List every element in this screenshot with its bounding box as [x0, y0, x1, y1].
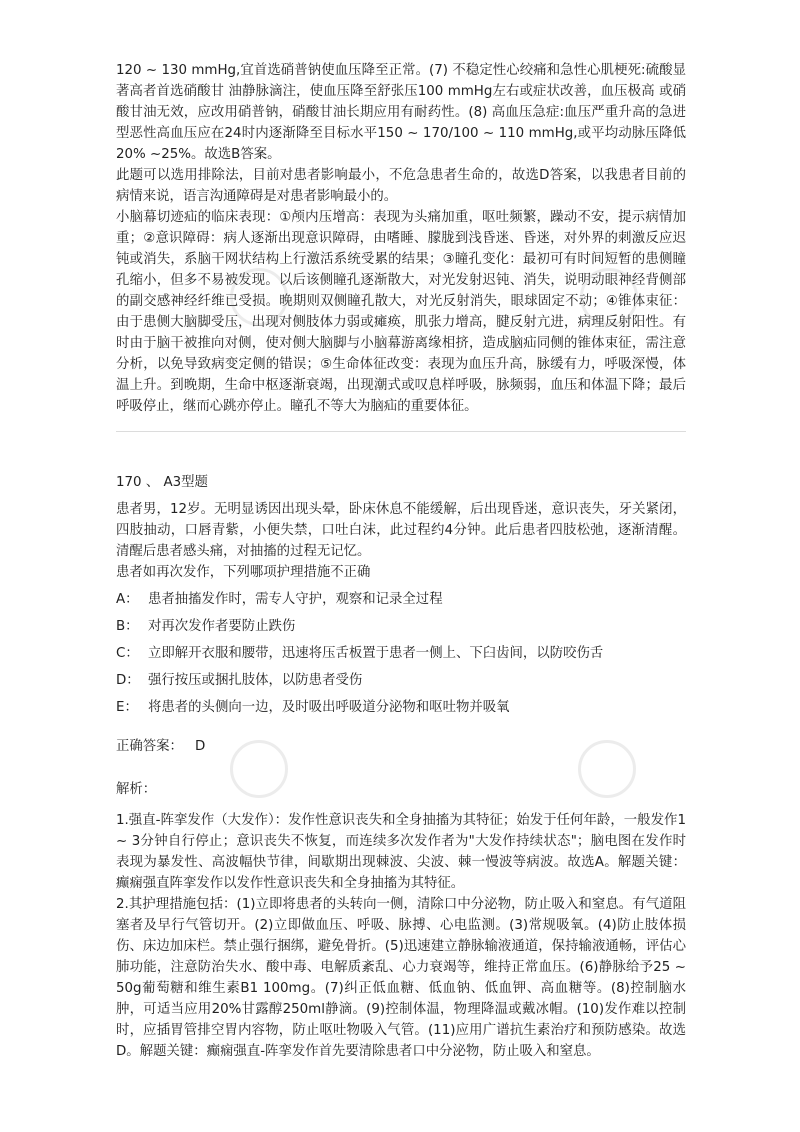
- analysis-paragraph-2: 2.其护理措施包括：(1)立即将患者的头转向一侧，清除口中分泌物，防止吸入和窒息。有气道阻塞者及早行气管切开。(2)立即做血压、呼吸、脉搏、心电监测。(3)常规吸氧。(4)防止肢体损伤、床边加床栏。禁止强行捆绑，避免骨折。(5)迅速建立静脉输液通道，保持输液通畅，评估心肺功能，注意防治失水、酸中毒、电解质紊乱、心力衰竭等，维持正常血压。(6)静脉给予25 ~ 50g葡萄糖和维生素B1 100mg。(7)纠正低血糖、低血钠、低血钾、高血糖等。(8)控制脑水肿，可适当应用20%甘露醇250ml静滴。(9)控制体温，物理降温或戴冰帽。(10)发作难以控制时，应插胃管排空胃内容物，防止呕吐物吸入气管。(11)应用广谱抗生素治疗和预防感染。故选D。解题关键：癫痫强直-阵挛发作首先要清除患者口中分泌物，防止吸入和窒息。: [116, 897, 686, 1059]
- option-c[interactable]: [116, 643, 686, 664]
- option-text: 将患者的头侧向一边，及时吸出呼吸道分泌物和呕吐物并吸氧: [148, 700, 510, 715]
- document-page: [116, 60, 686, 1062]
- option-letter: D：: [116, 673, 140, 688]
- paragraph-herniation: 小脑幕切迹疝的临床表现：①颅内压增高：表现为头痛加重，呕吐频繁，躁动不安，提示病情加重；②意识障碍：病人逐渐出现意识障碍，由嗜睡、朦胧到浅昏迷、昏迷，对外界的刺激反应迟钝或消失，系脑干网状结构上行激活系统受累的结果；③瞳孔变化：最初可有时间短暂的患侧瞳孔缩小，但多不易被发现。以后该侧瞳孔逐渐散大，对光发射迟钝、消失，说明动眼神经背侧部的副交感神经纤维已受损。晚期则双侧瞳孔散大，对光反射消失，眼球固定不动；④锥体束征：由于患侧大脑脚受压，出现对侧肢体力弱或瘫痪，肌张力增高，腱反射亢进，病理反射阳性。有时由于脑干被推向对侧，使对侧大脑脚与小脑幕游离缘相挤，造成脑疝同侧的锥体束征，需注意分析，以免导致病变定侧的错误；⑤生命体征改变：表现为血压升高，脉缓有力，呼吸深慢，体温上升。到晚期，生命中枢逐渐衰竭，出现潮式或叹息样呼吸，脉频弱，血压和体温下降；最后呼吸停止，继而心跳亦停止。瞳孔不等大为脑疝的重要体征。: [116, 210, 686, 414]
- analysis-paragraph-1: 1.强直-阵挛发作（大发作）：发作性意识丧失和全身抽搐为其特征；始发于任何年龄，一般发作1 ~ 3分钟自行停止；意识丧失不恢复，而连续多次发作者为"大发作持续状态"；脑电图在发作时表现为暴发性、高波幅快节律，间歇期出现棘波、尖波、棘一慢波等病波。故选A。解题关键：癫痫强直阵挛发作以发作性意识丧失和全身抽搐为其特征。: [116, 813, 686, 891]
- option-text: 对再次发作者要防止跌伤: [148, 619, 296, 634]
- option-d[interactable]: [116, 670, 686, 691]
- option-letter: B：: [116, 619, 139, 634]
- section-divider: [116, 431, 686, 432]
- question-prompt: 患者如再次发作，下列哪项护理措施不正确: [116, 565, 371, 580]
- analysis-label: 解析：: [116, 782, 157, 797]
- paragraph-exclusion: 此题可以选用排除法，目前对患者影响最小，不危急患者生命的，故选D答案，以我患者目前的病情来说，语言沟通障碍是对患者影响最小的。: [116, 168, 686, 204]
- option-e[interactable]: [116, 697, 686, 718]
- answer-value: D: [194, 739, 206, 754]
- option-letter: C：: [116, 646, 139, 661]
- paragraph-hypertension: 120 ~ 130 mmHg,宜首选硝普钠使血压降至正常。(7) 不稳定性心绞痛和急性心肌梗死:硫酸显著高者首选硝酸甘 油静脉滴注，使血压降至舒张压100 mmHg左右或症状改善，血压极高 或硝酸甘油无效，应改用硝普钠，硝酸甘油长期应用有耐药性。(8) 高血压急症:血压严重升高的急进型恶性高血压应在24时内逐渐降至目标水平150 ~ 170/100 ~ 110 mmHg,或平均动脉压降低 20% ~25%。故选B答案。: [116, 63, 686, 162]
- option-a[interactable]: [116, 589, 686, 610]
- option-text: 强行按压或捆扎肢体，以防患者受伤: [148, 673, 363, 688]
- option-text: 患者抽搐发作时，需专人守护，观察和记录全过程: [148, 592, 443, 607]
- option-text: 立即解开衣服和腰带，迅速将压舌板置于患者一侧上、下臼齿间，以防咬伤舌: [148, 646, 604, 661]
- option-letter: A：: [116, 592, 139, 607]
- answer-label: 正确答案：: [116, 739, 183, 754]
- correct-answer: [116, 736, 686, 757]
- option-b[interactable]: [116, 616, 686, 637]
- question-header: 170 、 A3型题: [116, 475, 208, 490]
- question-stem: 患者男，12岁。无明显诱因出现头晕，卧床休息不能缓解，后出现昏迷，意识丧失，牙关紧闭，四肢抽动，口唇青紫，小便失禁，口吐白沫，此过程约4分钟。此后患者四肢松弛，逐渐清醒。清醒后患者感头痛，对抽搐的过程无记忆。: [116, 502, 686, 559]
- option-letter: E：: [116, 700, 138, 715]
